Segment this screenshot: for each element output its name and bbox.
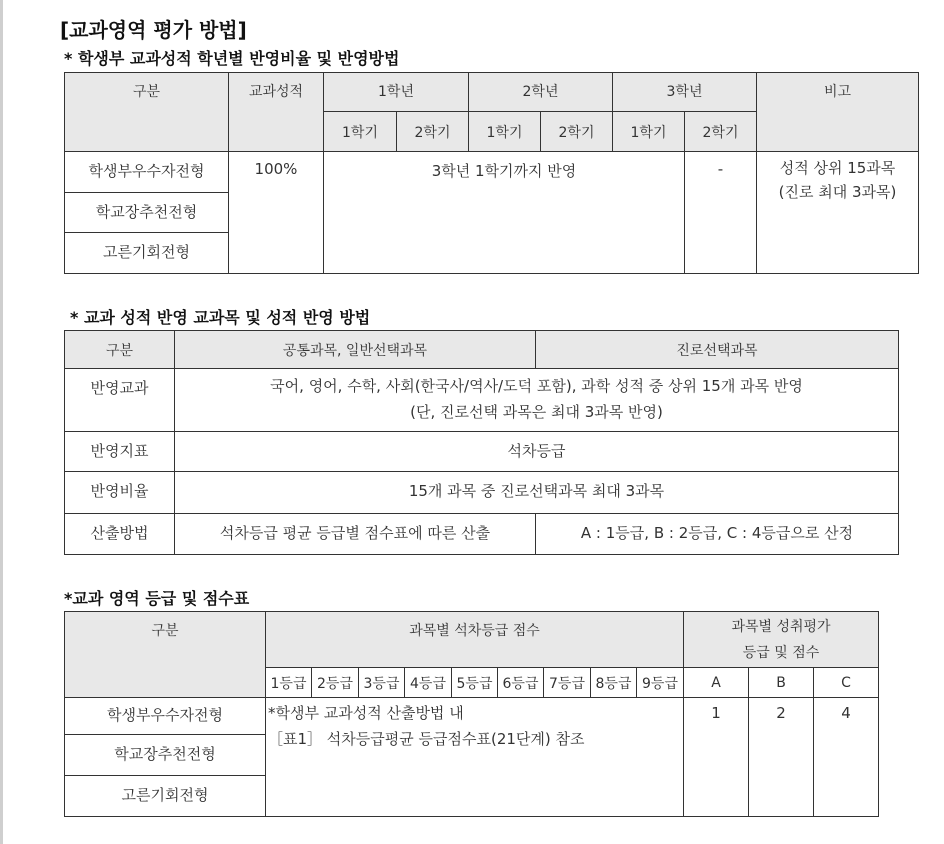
header3-rank-score: 과목별 석차등급 점수 [266, 612, 684, 668]
section1-title: * 학생부 교과성적 학년별 반영비율 및 반영방법 [64, 49, 400, 68]
row3-label-principal: 학교장추천전형 [65, 735, 266, 776]
grade-header-2: 2등급 [312, 668, 359, 698]
grade-score-table [64, 611, 879, 817]
header2-common: 공통과목, 일반선택과목 [175, 331, 536, 369]
grade-header-3: 3등급 [359, 668, 405, 698]
row-label-excellent: 학생부우수자전형 [65, 152, 229, 193]
header2-career: 진로선택과목 [536, 331, 899, 369]
section3-title: *교과 영역 등급 및 점수표 [64, 589, 250, 608]
header3-achieve-line1: 과목별 성취평가 [731, 619, 831, 635]
row2-label-subjects: 반영교과 [65, 369, 175, 432]
reference-line2: ［표1］ 석차등급평균 등급점수표(21단계) 참조 [268, 730, 585, 748]
reference-cell [266, 698, 684, 817]
calc-common: 석차등급 평균 등급별 점수표에 따른 산출 [175, 514, 536, 555]
reflect-range: 3학년 1학기까지 반영 [324, 152, 685, 274]
grade-header-9: 9등급 [637, 668, 684, 698]
grade-reflection-table [64, 72, 919, 274]
note-line2: (진로 최대 3과목) [778, 183, 897, 201]
score-b: 2 [749, 698, 814, 817]
row-label-principal: 학교장추천전형 [65, 193, 229, 233]
grade-header-5: 5등급 [452, 668, 498, 698]
achieve-letter-b: B [749, 668, 814, 698]
header-y1-sem2: 2학기 [397, 112, 469, 152]
row3-label-excellent: 학생부우수자전형 [65, 698, 266, 735]
header3-gubun: 구분 [65, 612, 266, 698]
ratio-value: 15개 과목 중 진로선택과목 최대 3과목 [175, 472, 899, 514]
score-c: 4 [814, 698, 879, 817]
score-a: 1 [684, 698, 749, 817]
y3-sem2-dash: - [685, 152, 757, 274]
grade-header-1: 1등급 [266, 668, 312, 698]
achieve-letter-a: A [684, 668, 749, 698]
header-year1: 1학년 [324, 73, 469, 112]
calc-career: A : 1등급, B : 2등급, C : 4등급으로 산정 [536, 514, 899, 555]
header-y3-sem2: 2학기 [685, 112, 757, 152]
header-y1-sem1: 1학기 [324, 112, 397, 152]
row2-label-ratio: 반영비율 [65, 472, 175, 514]
header3-achieve-line2: 등급 및 점수 [742, 645, 820, 661]
section2-title: * 교과 성적 반영 교과목 및 성적 반영 방법 [70, 308, 371, 327]
note-cell [757, 152, 919, 274]
reference-line1: *학생부 교과성적 산출방법 내 [268, 704, 464, 722]
percent-value: 100% [229, 152, 324, 274]
index-value: 석차등급 [175, 432, 899, 472]
header-y2-sem1: 1학기 [469, 112, 541, 152]
achieve-letter-c: C [814, 668, 879, 698]
row3-label-equal: 고른기회전형 [65, 776, 266, 817]
header-y3-sem1: 1학기 [613, 112, 685, 152]
grade-header-6: 6등급 [498, 668, 544, 698]
subjects-cell [175, 369, 899, 432]
grade-header-8: 8등급 [591, 668, 637, 698]
left-edge-bar [0, 0, 3, 844]
header-year3: 3학년 [613, 73, 757, 112]
subject-method-table [64, 330, 899, 555]
header3-achieve [684, 612, 879, 668]
header-note: 비고 [757, 73, 919, 152]
subjects-line2: (단, 진로선택 과목은 최대 3과목 반영) [410, 403, 663, 421]
header-y2-sem2: 2학기 [541, 112, 613, 152]
header-gubun: 구분 [65, 73, 229, 152]
row-label-equal: 고른기회전형 [65, 233, 229, 274]
page-title: [교과영역 평가 방법] [60, 18, 247, 42]
grade-header-4: 4등급 [405, 668, 452, 698]
header2-gubun: 구분 [65, 331, 175, 369]
row2-label-calc: 산출방법 [65, 514, 175, 555]
subjects-line1: 국어, 영어, 수학, 사회(한국사/역사/도덕 포함), 과학 성적 중 상위 15개 과목 반영 [270, 377, 803, 395]
grade-header-7: 7등급 [544, 668, 591, 698]
row2-label-index: 반영지표 [65, 432, 175, 472]
header-grade-score: 교과성적 [229, 73, 324, 152]
note-line1: 성적 상위 15과목 [779, 159, 896, 177]
header-year2: 2학년 [469, 73, 613, 112]
